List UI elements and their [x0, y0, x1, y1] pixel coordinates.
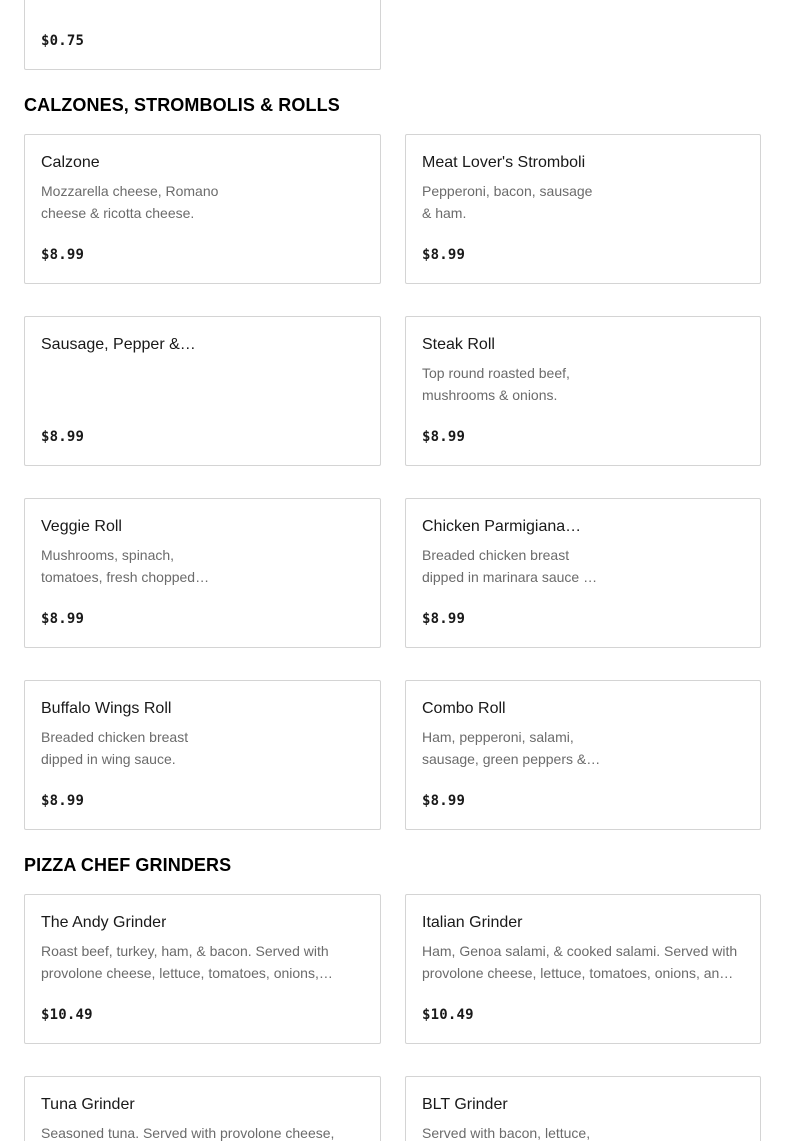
menu-item-card[interactable]	[24, 0, 381, 70]
item-description: Breaded chicken breast dipped in marinara sauce …	[422, 547, 598, 585]
menu-item-card[interactable]	[405, 316, 761, 466]
item-name: Combo Roll	[422, 700, 506, 717]
item-name: Veggie Roll	[41, 518, 122, 535]
menu-item-card[interactable]	[405, 894, 761, 1044]
item-price: $8.99	[41, 247, 85, 263]
menu-item-card[interactable]	[24, 134, 381, 284]
item-price: $8.99	[41, 429, 85, 445]
item-price: $0.75	[41, 33, 85, 49]
item-description: Mushrooms, spinach, tomatoes, fresh chopped…	[41, 547, 210, 585]
item-name: Tuna Grinder	[41, 1096, 135, 1113]
section-title: PIZZA CHEF GRINDERS	[24, 855, 232, 875]
item-price: $10.49	[422, 1007, 474, 1023]
menu-item-card[interactable]	[405, 134, 761, 284]
item-price: $8.99	[41, 793, 85, 809]
item-name: Steak Roll	[422, 336, 495, 353]
item-price: $8.99	[422, 429, 466, 445]
item-price: $8.99	[422, 793, 466, 809]
item-description: Seasoned tuna. Served with provolone cheese,	[41, 1125, 335, 1141]
item-description: Top round roasted beef, mushrooms & onions.	[422, 365, 570, 403]
item-name: Buffalo Wings Roll	[41, 700, 172, 717]
menu-item-card[interactable]	[405, 680, 761, 830]
item-description: Breaded chicken breast dipped in wing sauce.	[41, 729, 189, 767]
item-description: Pepperoni, bacon, sausage & ham.	[422, 183, 593, 221]
item-price: $8.99	[41, 611, 85, 627]
menu-item-card[interactable]	[405, 498, 761, 648]
item-price: $8.99	[422, 611, 466, 627]
item-name: Calzone	[41, 154, 100, 171]
menu-item-card[interactable]	[24, 316, 381, 466]
section-title: CALZONES, STROMBOLIS & ROLLS	[24, 95, 340, 115]
item-name: BLT Grinder	[422, 1096, 508, 1113]
item-name: Sausage, Pepper &…	[41, 336, 196, 353]
item-description: Served with bacon, lettuce,	[422, 1125, 591, 1141]
menu-item-card[interactable]	[405, 1076, 761, 1141]
item-description: Roast beef, turkey, ham, & bacon. Served with provolone cheese, lettuce, tomatoes, onions,…	[41, 943, 333, 981]
item-price: $8.99	[422, 247, 466, 263]
menu-item-card[interactable]	[24, 894, 381, 1044]
menu-item-card[interactable]	[24, 1076, 381, 1141]
item-name: Meat Lover's Stromboli	[422, 154, 586, 171]
item-description: Ham, pepperoni, salami, sausage, green peppers &…	[422, 729, 601, 767]
menu-item-card[interactable]	[24, 680, 381, 830]
menu-item-card[interactable]	[24, 498, 381, 648]
item-name: Chicken Parmigiana…	[422, 518, 582, 535]
item-description: Mozzarella cheese, Romano cheese & ricotta cheese.	[41, 183, 219, 221]
item-name: The Andy Grinder	[41, 914, 167, 931]
item-name: Italian Grinder	[422, 914, 523, 931]
item-price: $10.49	[41, 1007, 93, 1023]
item-description: Ham, Genoa salami, & cooked salami. Served with provolone cheese, lettuce, tomatoes, onions, an…	[422, 943, 738, 981]
